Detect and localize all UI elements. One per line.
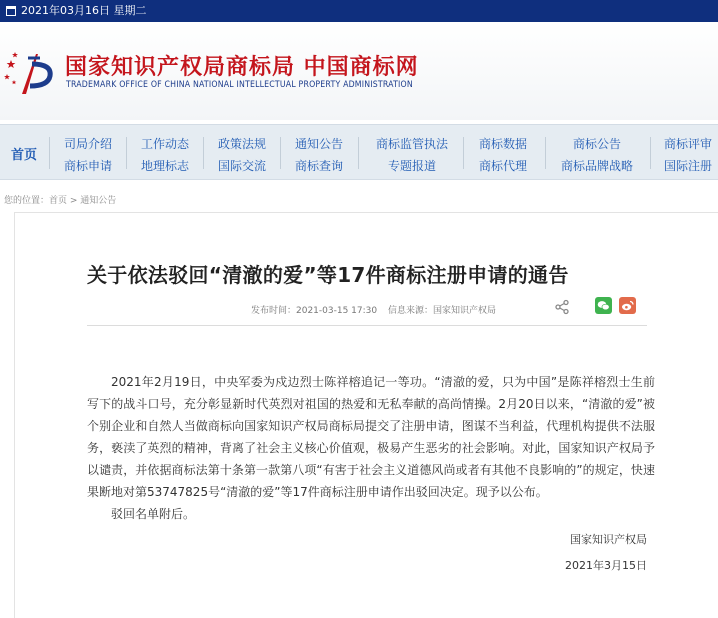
nav-link-intl-registration[interactable]: 国际注册 <box>664 159 713 173</box>
site-title: 国家知识产权局商标局 中国商标网 <box>65 55 419 80</box>
share-icon[interactable] <box>554 299 570 315</box>
nav-link-agency[interactable]: 商标代理 <box>479 159 528 173</box>
nav-link-special-report[interactable]: 专题报道 <box>388 159 437 173</box>
nav-home[interactable]: 首页 <box>10 147 37 163</box>
nav-column-7 <box>561 133 633 177</box>
wechat-icon <box>595 297 612 314</box>
article-meta <box>251 303 504 316</box>
nav-link-department[interactable]: 司局介绍 <box>64 137 113 151</box>
nav-divider <box>650 137 651 169</box>
nav-link-enforcement[interactable]: 商标监管执法 <box>376 137 449 151</box>
info-source: 信息来源：国家知识产权局 <box>387 306 496 316</box>
breadcrumb-separator: > <box>67 196 81 206</box>
cnipa-logo-icon[interactable] <box>4 50 54 100</box>
breadcrumb-prefix: 您的位置： <box>4 196 50 206</box>
nav-divider <box>463 137 464 169</box>
nav-column-8 <box>664 133 712 177</box>
nav-link-international[interactable]: 国际交流 <box>218 159 267 173</box>
title-divider <box>87 325 647 326</box>
nav-divider <box>545 137 546 169</box>
weibo-icon <box>619 297 636 314</box>
nav-link-notices[interactable]: 通知公告 <box>295 137 344 151</box>
nav-divider <box>280 137 281 169</box>
nav-link-review[interactable]: 商标评审 <box>664 137 713 151</box>
signature-org: 国家知识产权局 <box>570 533 647 546</box>
nav-divider <box>358 137 359 169</box>
breadcrumb-home[interactable]: 首页 <box>49 196 68 206</box>
wechat-share-button[interactable] <box>595 297 612 314</box>
nav-divider <box>49 137 50 169</box>
nav-divider <box>126 137 127 169</box>
nav-divider <box>203 137 204 169</box>
nav-link-application[interactable]: 商标申请 <box>64 159 113 173</box>
nav-column-3 <box>218 133 266 177</box>
top-date-bar <box>0 0 718 22</box>
nav-column-6 <box>479 133 527 177</box>
nav-column-4 <box>295 133 343 177</box>
site-header <box>0 22 718 120</box>
article-panel <box>14 212 718 618</box>
breadcrumb-current[interactable]: 通知公告 <box>80 196 117 206</box>
article-body <box>87 371 655 525</box>
signature-date: 2021年3月15日 <box>565 559 647 572</box>
publish-time: 发布时间：2021-03-15 17:30 <box>251 306 378 316</box>
article-paragraph: 2021年2月19日，中央军委为戍边烈士陈祥榕追记一等功。“清澈的爱，只为中国”是陈祥榕烈士生前写下的战斗口号，充分彰显新时代英烈对祖国的热爱和无私奉献的高尚情操。2月20日以来，“清澈的爱”被个别企业和自然人当做商标向国家知识产权局商标局提交了注册申请，图谋不当利益，代理机构提供不法服务，亵渎了英烈的精神，背离了社会主义核心价值观，极易产生恶劣的社会影响。对此，国家知识产权局予以谴责，并依据商标法第十条第一款第八项“有害于社会主义道德风尚或者有其他不良影响的”的规定，快速果断地对第53747825号“清澈的爱”等17件商标注册申请作出驳回决定。现予以公布。 <box>87 375 655 499</box>
article-paragraph: 驳回名单附后。 <box>111 507 196 521</box>
nav-link-data[interactable]: 商标数据 <box>479 137 528 151</box>
weibo-share-button[interactable] <box>619 297 636 314</box>
nav-link-work-news[interactable]: 工作动态 <box>141 137 190 151</box>
nav-link-search[interactable]: 商标查询 <box>295 159 344 173</box>
breadcrumb <box>4 193 116 206</box>
nav-link-policy[interactable]: 政策法规 <box>218 137 267 151</box>
nav-column-1 <box>64 133 112 177</box>
nav-link-brand-strategy[interactable]: 商标品牌战略 <box>561 159 634 173</box>
nav-link-announcement[interactable]: 商标公告 <box>573 137 622 151</box>
current-date: 2021年03月16日 星期二 <box>21 4 147 17</box>
nav-column-2 <box>141 133 189 177</box>
nav-column-5 <box>376 133 448 177</box>
main-nav <box>0 124 718 180</box>
site-subtitle: TRADEMARK OFFICE OF CHINA NATIONAL INTELLECTUAL PROPERTY ADMINISTRATION <box>66 80 413 90</box>
nav-link-geo-indication[interactable]: 地理标志 <box>141 159 190 173</box>
article-title: 关于依法驳回“清澈的爱”等17件商标注册申请的通告 <box>87 263 569 287</box>
calendar-icon <box>6 6 16 16</box>
